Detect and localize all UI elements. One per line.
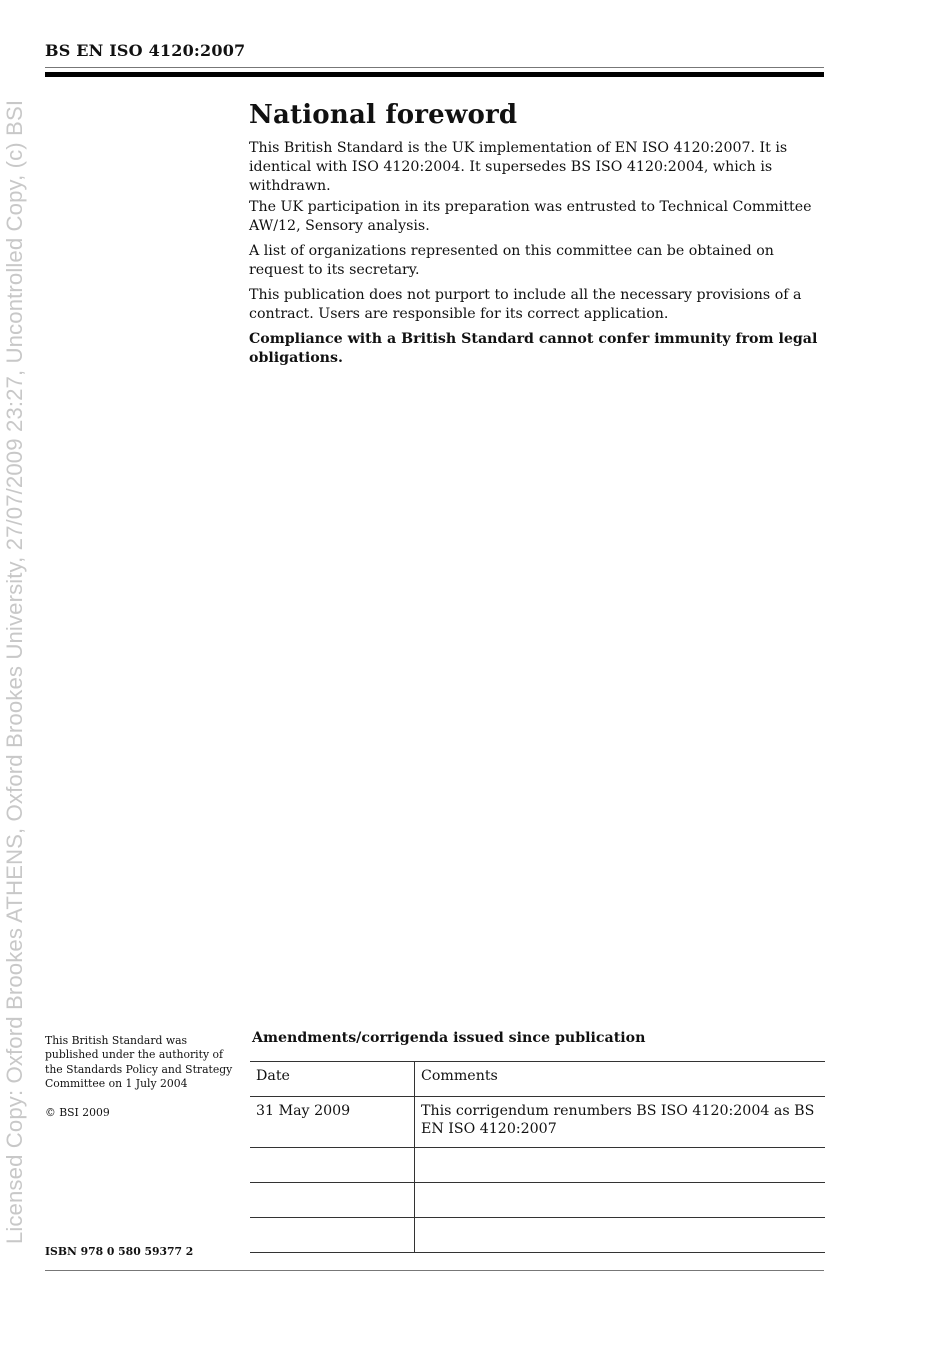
amendment-comments-cell: This corrigendum renumbers BS ISO 4120:2004 as BS EN ISO 4120:2007 <box>415 1097 826 1148</box>
page-title: National foreword <box>249 100 518 130</box>
table-row-empty <box>250 1148 825 1183</box>
amendments-section <box>250 1030 825 1253</box>
table-row-empty <box>250 1183 825 1218</box>
header-rule-thick <box>45 72 824 77</box>
isbn-number: ISBN 978 0 580 59377 2 <box>45 1245 194 1258</box>
empty-date-cell <box>250 1148 415 1183</box>
watermark-text: Licensed Copy: Oxford Brookes ATHENS, Oxford Brookes University, 27/07/2009 23:27, Uncontrolled Copy, (c) BSI <box>2 99 27 1245</box>
table-row-empty <box>250 1218 825 1253</box>
date-column-header: Date <box>250 1062 415 1097</box>
header-rule-thin <box>45 67 824 68</box>
foreword-compliance-disclaimer: Compliance with a British Standard cannot confer immunity from legal obligations. <box>249 331 818 367</box>
foreword-paragraph-provisions: This publication does not purport to include all the necessary provisions of a contract. Users are responsible for its correct application. <box>249 287 802 323</box>
empty-comments-cell <box>415 1218 826 1253</box>
empty-date-cell <box>250 1218 415 1253</box>
foreword-paragraph-implementation: This British Standard is the UK implementation of EN ISO 4120:2007. It is identical with ISO 4120:2004. It supersedes BS ISO 4120:2004, which is withdrawn. <box>249 140 788 195</box>
comments-column-header: Comments <box>415 1062 826 1097</box>
empty-comments-cell <box>415 1148 826 1183</box>
document-code: BS EN ISO 4120:2007 <box>45 41 246 60</box>
copyright-notice: © BSI 2009 <box>45 1105 110 1119</box>
publication-statement: This British Standard was published under the authority of the Standards Policy and Strategy Committee on 1 July 2004 <box>45 1034 233 1091</box>
foreword-paragraph-organizations: A list of organizations represented on this committee can be obtained on request to its secretary. <box>249 243 774 279</box>
foreword-paragraph-committee: The UK participation in its preparation was entrusted to Technical Committee AW/12, Sensory analysis. <box>249 199 812 235</box>
footer-rule <box>45 1270 824 1271</box>
amendments-table <box>250 1061 825 1253</box>
empty-comments-cell <box>415 1183 826 1218</box>
table-row <box>250 1097 825 1148</box>
licensed-copy-watermark <box>0 0 30 1345</box>
amendments-title: Amendments/corrigenda issued since publication <box>252 1030 646 1046</box>
empty-date-cell <box>250 1183 415 1218</box>
national-foreword-section <box>249 100 827 374</box>
table-header-row <box>250 1062 825 1097</box>
publication-info <box>45 1034 235 1134</box>
amendment-date-cell: 31 May 2009 <box>250 1097 415 1148</box>
